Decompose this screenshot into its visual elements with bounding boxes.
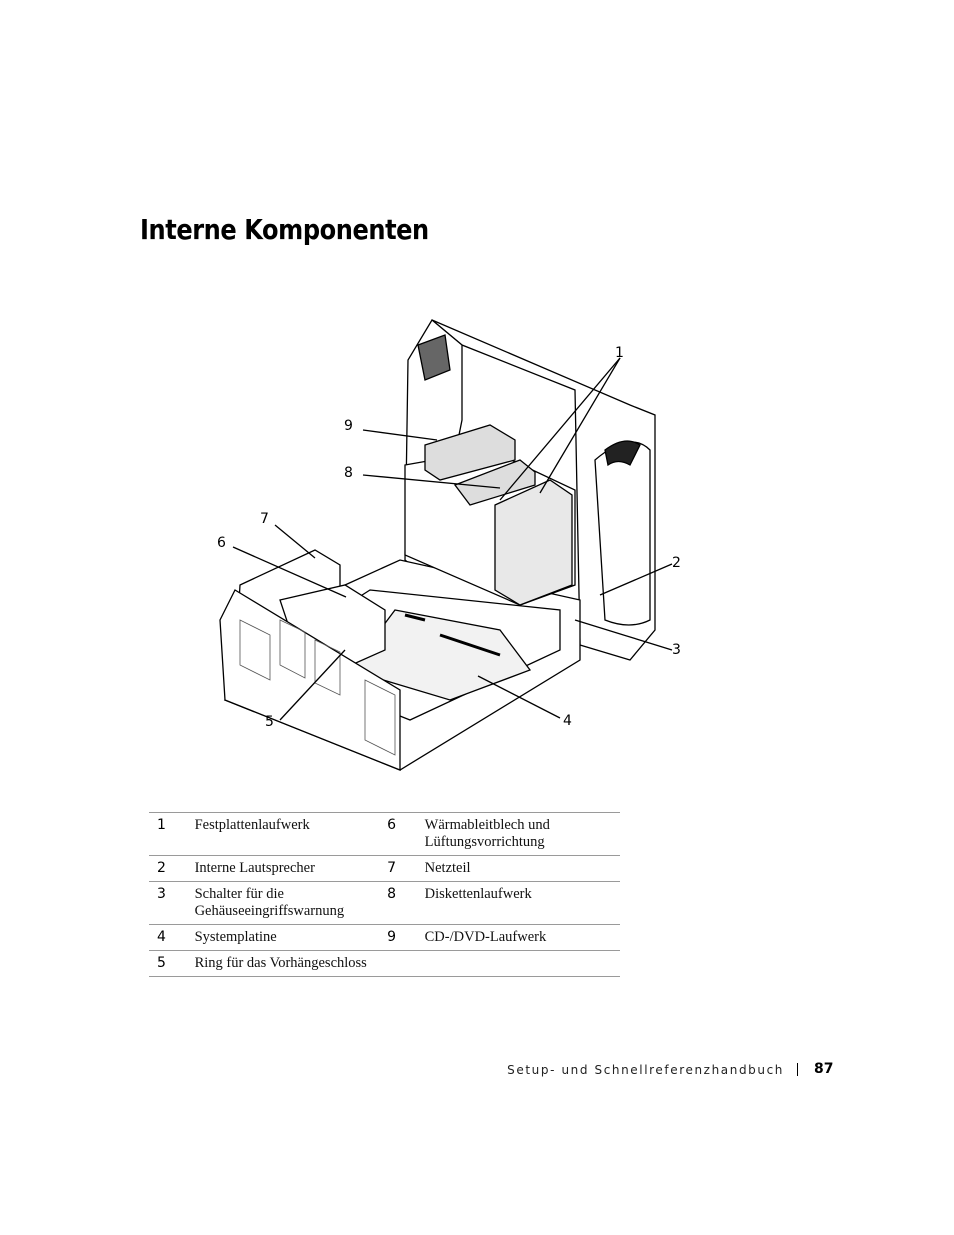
callout-6: 6 [217, 535, 226, 551]
legend-number: 6 [379, 813, 425, 856]
legend-text: CD-/DVD-Laufwerk [425, 925, 609, 951]
callout-1: 1 [615, 345, 624, 361]
page-number: 87 [814, 1061, 834, 1077]
callout-5: 5 [265, 714, 274, 730]
callout-7: 7 [260, 511, 269, 527]
legend-number: 2 [149, 856, 195, 882]
legend-number: 4 [149, 925, 195, 951]
table-row [149, 813, 620, 856]
legend-number: 8 [379, 882, 425, 925]
computer-internals-illustration [200, 300, 700, 780]
page-title: Interne Komponenten [140, 213, 429, 246]
legend-text: Systemplatine [195, 925, 379, 951]
callout-2: 2 [672, 555, 681, 571]
legend-number: 9 [379, 925, 425, 951]
legend-number: 7 [379, 856, 425, 882]
legend-text: Diskettenlaufwerk [425, 882, 609, 925]
legend-text: Festplattenlaufwerk [195, 813, 379, 856]
footer-separator [797, 1063, 798, 1076]
component-legend-table [149, 812, 620, 977]
callout-9: 9 [344, 418, 353, 434]
legend-text: Ring für das Vorhängeschloss [195, 951, 379, 977]
table-row [149, 925, 620, 951]
table-row [149, 951, 620, 977]
legend-text [425, 951, 609, 977]
legend-number: 3 [149, 882, 195, 925]
callout-4: 4 [563, 713, 572, 729]
legend-number [379, 951, 425, 977]
table-row [149, 856, 620, 882]
legend-text: Schalter für die Gehäuseeingriffswarnung [195, 882, 379, 925]
callout-8: 8 [344, 465, 353, 481]
table-row [149, 882, 620, 925]
callout-3: 3 [672, 642, 681, 658]
footer-book-title: Setup- und Schnellreferenzhandbuch [507, 1063, 784, 1077]
legend-number: 1 [149, 813, 195, 856]
legend-text: Interne Lautsprecher [195, 856, 379, 882]
legend-number: 5 [149, 951, 195, 977]
legend-text: Netzteil [425, 856, 609, 882]
legend-text: Wärmableitblech und Lüftungsvorrichtung [425, 813, 609, 856]
